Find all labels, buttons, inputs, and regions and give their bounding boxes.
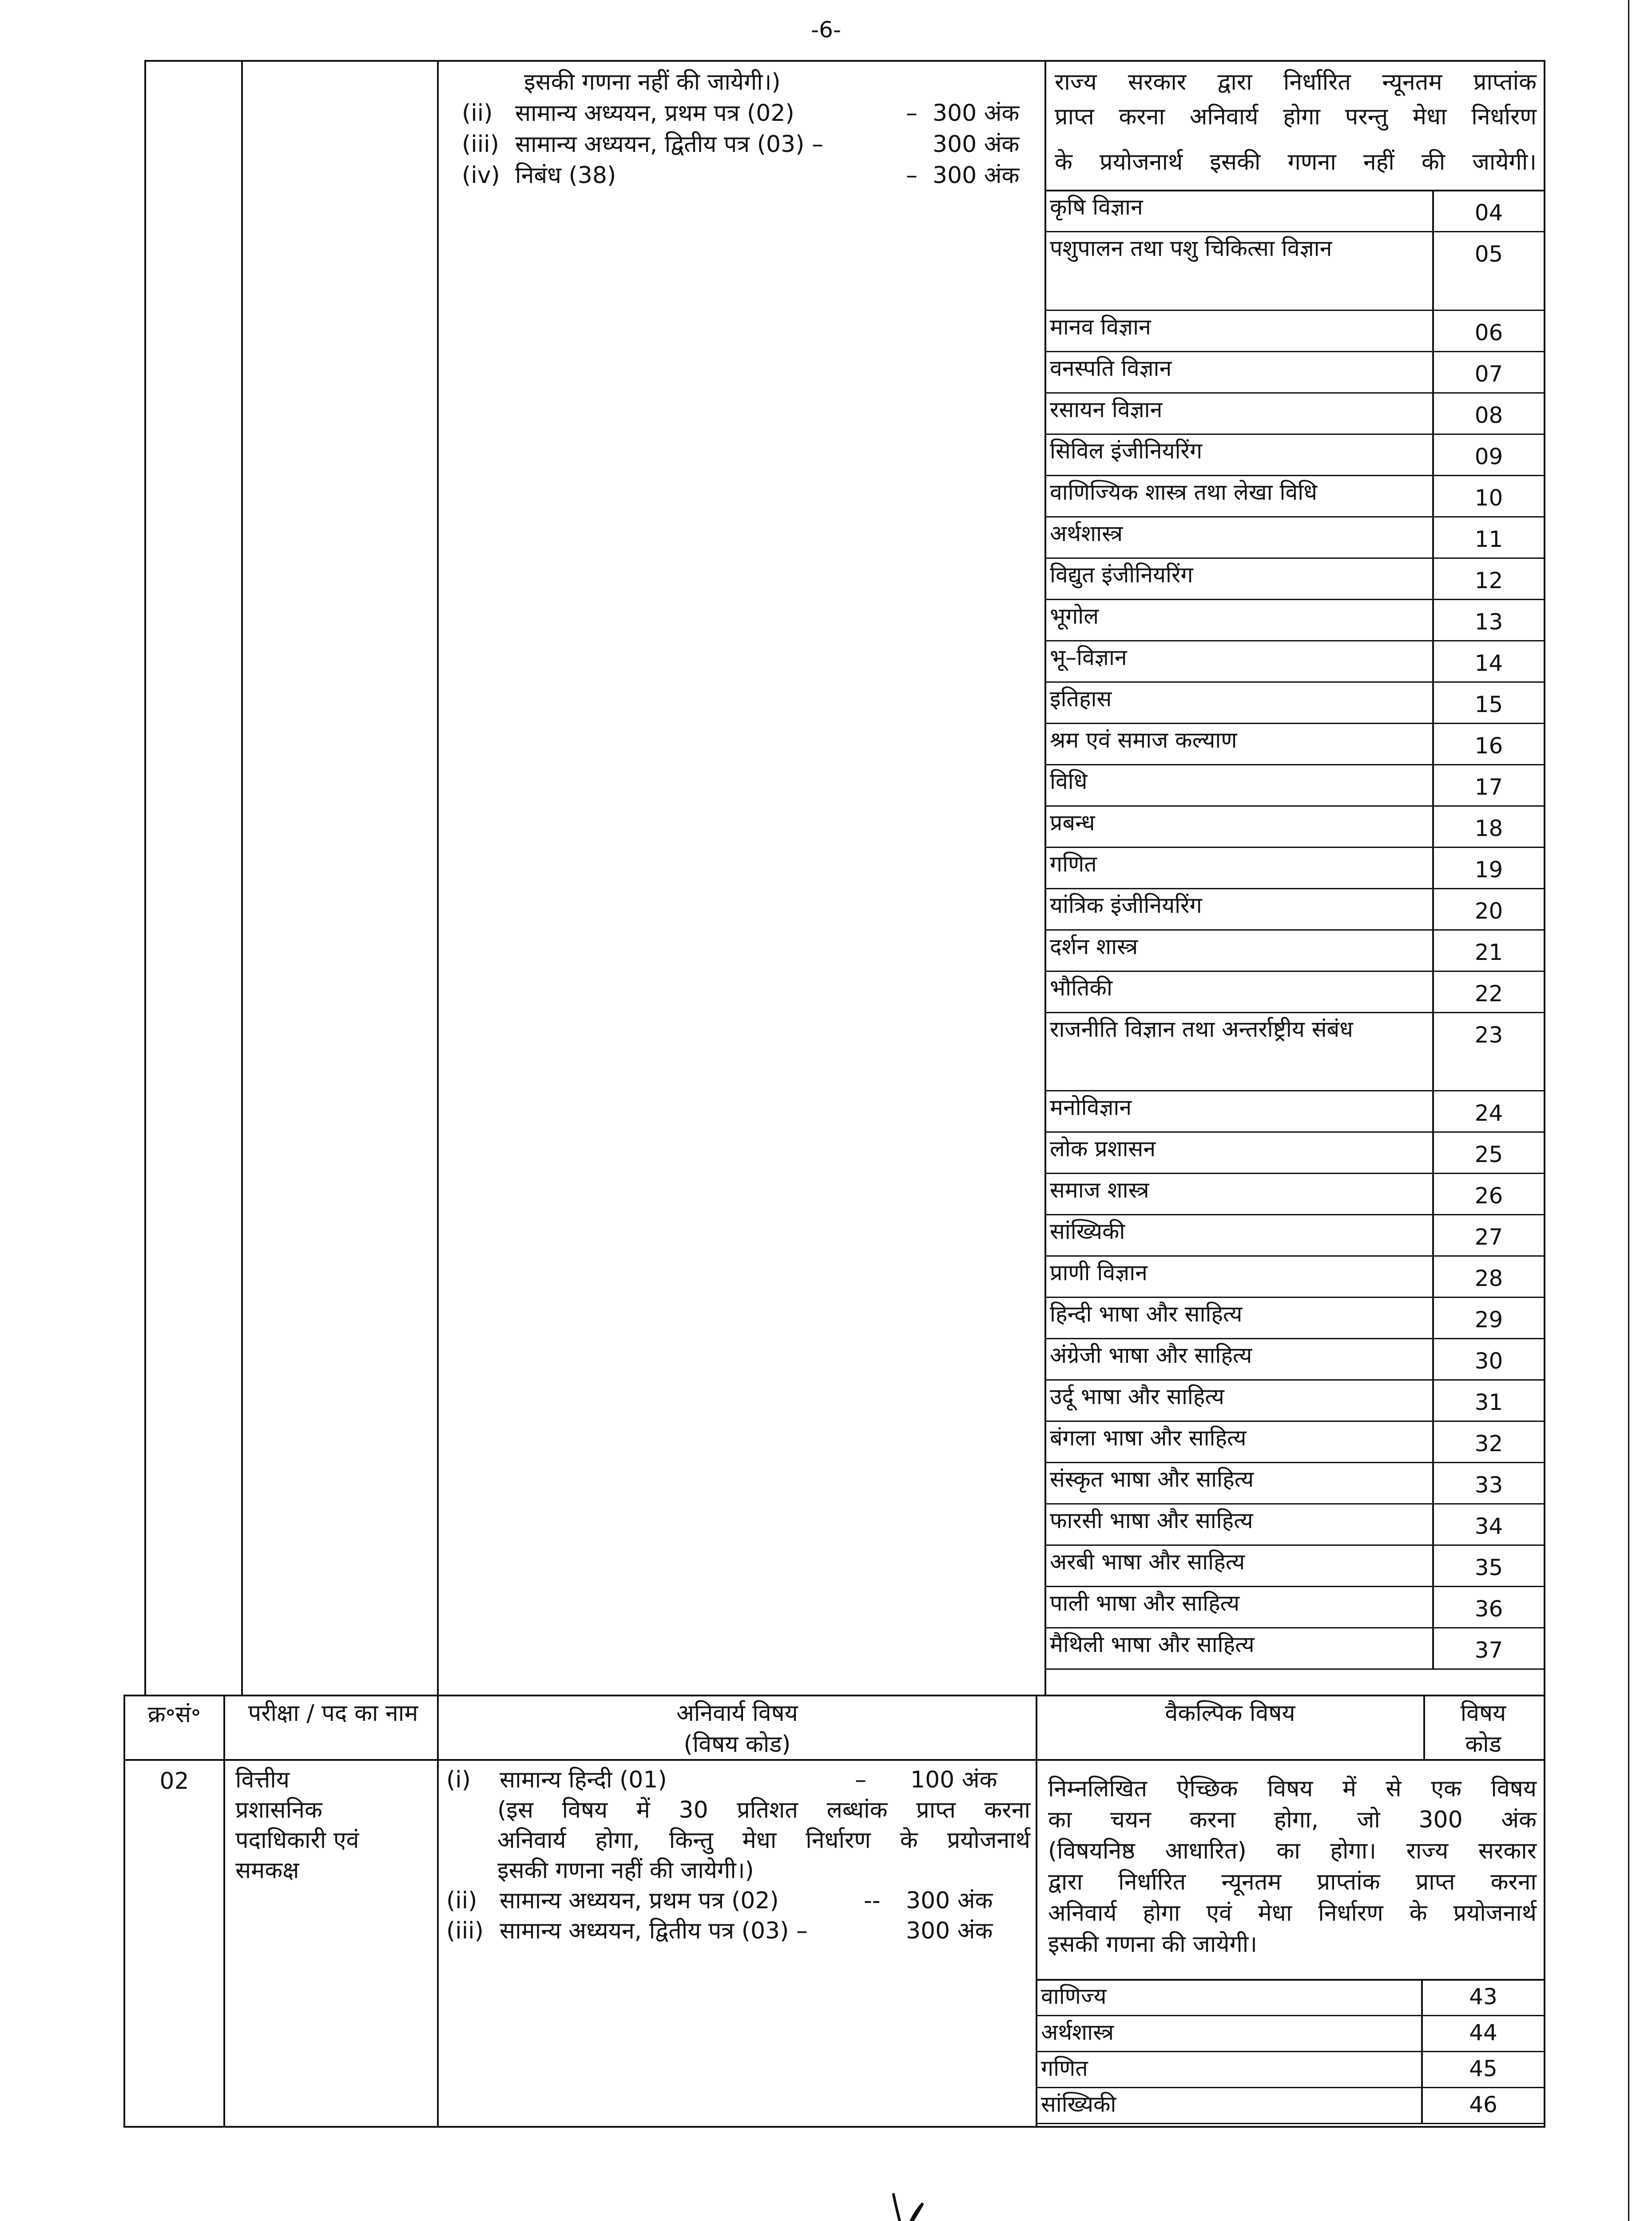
grid-line [1044,310,1545,311]
subject-code: 10 [1474,485,1503,511]
grid-line [1044,392,1545,394]
subject-code: 31 [1474,1389,1503,1416]
subject-code: 05 [1474,241,1503,267]
subject-name: हिन्दी भाषा और साहित्य [1050,1301,1243,1327]
item-marks: 300 अंक [906,1918,993,1944]
subject-name: उर्दू भाषा और साहित्य [1050,1384,1224,1410]
note-line: प्राप्त करना अनिवार्य होगा परन्तु मेधा निर्धारण [1055,103,1537,130]
subject-name: सिविल इंजीनियरिंग [1050,438,1203,464]
item-number: (i) [446,1767,471,1793]
grid-line [1044,1338,1545,1339]
subject-code: 35 [1474,1555,1503,1581]
subject-code: 17 [1474,774,1503,800]
page-number: -6- [811,17,841,43]
grid-line [1044,805,1545,807]
subject-name: वाणिज्य [1041,1983,1107,2009]
grid-line [1044,1214,1545,1215]
grid-line [1044,640,1545,641]
subject-name: समाज शास्त्र [1050,1177,1149,1203]
subject-name: रसायन विज्ञान [1050,396,1163,422]
subject-code: 28 [1474,1266,1503,1292]
grid-line [1044,1131,1545,1133]
grid-divider [1432,190,1434,1668]
item-marks: 300 अंक [933,162,1020,189]
item-marks: 300 अंक [933,131,1020,158]
grid-line [1044,1421,1545,1422]
subject-name: मैथिली भाषा और साहित्य [1050,1632,1255,1658]
header-exam-post: परीक्षा / पद का नाम [248,1700,418,1727]
grid-line [1044,764,1545,765]
mandatory-item [446,1885,1032,1916]
grid-line [1044,681,1545,683]
mandatory-note-line: इसकी गणना नहीं की जायेगी।) [497,1857,754,1884]
subject-name: संस्कृत भाषा और साहित्य [1050,1466,1254,1493]
subject-code: 26 [1474,1183,1503,1209]
subject-code: 06 [1474,319,1503,346]
item-text: निबंध (38) [515,162,616,189]
subject-name: मनोविज्ञान [1050,1095,1132,1121]
subject-name: श्रम एवं समाज कल्याण [1050,727,1237,753]
header-optional: वैकल्पिक विषय [1165,1700,1295,1727]
item-text: सामान्य हिन्दी (01) [500,1767,667,1793]
subject-name: पशुपालन तथा पशु चिकित्सा विज्ञान [1050,235,1332,261]
grid-line [1044,1668,1545,1670]
subject-code: 27 [1474,1224,1503,1250]
subject-name: सांख्यिकी [1050,1218,1125,1245]
subject-name: भूगोल [1050,603,1099,629]
grid-line [1044,351,1545,352]
header-subject-code: विषय कोड [1460,1700,1506,1758]
item-text: सामान्य अध्ययन, प्रथम पत्र (02) [515,100,794,127]
grid-line [1044,1586,1545,1587]
subject-code: 25 [1474,1142,1503,1168]
subject-name: भू–विज्ञान [1050,644,1127,670]
subject-code: 07 [1474,361,1503,387]
grid-line [1044,1379,1545,1381]
subject-name: पाली भाषा और साहित्य [1050,1590,1240,1616]
subject-code: 24 [1474,1100,1503,1126]
subject-code: 29 [1474,1307,1503,1333]
item-number: (ii) [446,1887,477,1914]
subject-code: 09 [1474,443,1503,470]
mandatory-item [462,129,1039,160]
header-mandatory: अनिवार्य विषय [676,1700,798,1727]
subject-name: फारसी भाषा और साहित्य [1050,1508,1253,1534]
subject-code: 44 [1469,2020,1497,2046]
subject-code: 30 [1474,1348,1503,1374]
item-dash: – [855,1767,866,1793]
item-number: (iv) [462,162,500,189]
item-dash: – [906,100,917,127]
subject-name: वाणिज्यिक शास्त्र तथा लेखा विधि [1050,479,1317,505]
subject-code: 36 [1474,1596,1503,1622]
subject-code: 13 [1474,609,1503,635]
item-marks: 100 अंक [910,1767,997,1793]
grid-line [1044,971,1545,972]
mandatory-item [446,1764,1032,1795]
subject-name: मानव विज्ञान [1050,314,1151,340]
subject-name: भौतिकी [1050,975,1112,1001]
grid-line [1044,475,1545,476]
subject-code: 45 [1469,2056,1497,2082]
item-number: (ii) [462,100,493,127]
grid-line [1044,888,1545,889]
subject-name: लोक प्रशासन [1050,1136,1156,1162]
grid-line [1044,847,1545,848]
item-text: सामान्य अध्ययन, प्रथम पत्र (02) [500,1887,779,1914]
subject-code: 34 [1474,1513,1503,1540]
subject-code: 18 [1474,815,1503,841]
subject-name: गणित [1050,851,1097,877]
subject-name: अर्थशास्त्र [1050,520,1123,546]
item-dash: -- [864,1887,881,1914]
grid-line [1044,1627,1545,1628]
subject-name: प्राणी विज्ञान [1050,1260,1148,1286]
subject-name: विद्युत इंजीनियरिंग [1050,561,1193,588]
note-line: राज्य सरकार द्वारा निर्धारित न्यूनतम प्राप्तांक [1055,69,1537,96]
subject-name: अंग्रेजी भाषा और साहित्य [1050,1342,1252,1369]
item-marks: 300 अंक [933,100,1020,127]
subject-code: 16 [1474,732,1503,759]
subject-code: 21 [1474,939,1503,965]
grid-line [1044,231,1545,232]
note-line: के प्रयोजनार्थ इसकी गणना नहीं की जायेगी। [1055,149,1537,175]
grid-line [1044,599,1545,600]
grid-line [1044,1173,1545,1174]
subject-code: 12 [1474,567,1503,593]
subject-name: सांख्यिकी [1041,2091,1116,2117]
item-marks: 300 अंक [906,1887,993,1914]
subject-name: विधि [1050,768,1088,794]
subject-name: राजनीति विज्ञान तथा अन्तर्राष्ट्रीय संबंध [1050,1016,1353,1042]
mandatory-item [462,160,1039,191]
grid-line [1044,929,1545,931]
subject-code: 14 [1474,650,1503,676]
subject-name: अर्थशास्त्र [1041,2019,1114,2045]
signature-mark [884,2190,933,2221]
header-mandatory-sub: (विषय कोड) [683,1731,791,1758]
subject-name: अरबी भाषा और साहित्य [1050,1549,1245,1575]
subject-code: 22 [1474,980,1503,1007]
subject-name: प्रबन्ध [1050,809,1095,836]
subject-code: 23 [1474,1022,1503,1048]
mandatory-item [462,98,1039,129]
mandatory-note-line: (इस विषय में 30 प्रतिशत लब्धांक प्राप्त करना [497,1797,1030,1823]
item-dash: – [906,162,917,189]
item-number: (iii) [446,1918,484,1944]
mandatory-note-line: अनिवार्य होगा, किन्तु मेधा निर्धारण के प्रयोजनार्थ [497,1827,1030,1854]
grid-line [1044,1297,1545,1298]
grid-line [1044,1462,1545,1463]
row-serial: 02 [159,1768,189,1795]
subject-code: 37 [1474,1637,1503,1664]
mandatory-item [446,1915,1032,1946]
subject-name: कृषि विज्ञान [1050,194,1143,220]
grid-line [1044,1012,1545,1013]
subject-name: दर्शन शास्त्र [1050,933,1138,959]
grid-line [1044,516,1545,517]
item-number: (iii) [462,131,499,158]
subject-name: बंगला भाषा और साहित्य [1050,1425,1247,1451]
grid-line [1044,1544,1545,1546]
subject-code: 43 [1469,1984,1497,2010]
mandatory-cont-line: इसकी गणना नहीं की जायेगी।) [524,69,781,96]
subject-code: 32 [1474,1431,1503,1457]
subject-name: वनस्पति विज्ञान [1050,355,1172,381]
scan-edge [1628,0,1629,2221]
subject-code: 04 [1474,200,1503,226]
subject-code: 11 [1474,526,1503,552]
grid-divider [1421,1979,1423,2123]
grid-line [1044,1503,1545,1505]
grid-line [1044,1255,1545,1257]
subject-name: गणित [1041,2055,1088,2081]
item-text: सामान्य अध्ययन, द्वितीय पत्र (03) – [515,131,823,158]
subject-code: 15 [1474,691,1503,717]
subject-name: यांत्रिक इंजीनियरिंग [1050,892,1202,918]
grid-line [1044,723,1545,724]
grid-line [1044,557,1545,559]
subject-code: 08 [1474,402,1503,428]
grid-line [1036,2123,1545,2124]
subject-name: इतिहास [1050,685,1112,712]
subject-code: 33 [1474,1472,1503,1498]
grid-line [1044,1090,1545,1091]
subject-code: 20 [1474,898,1503,924]
header-serial: क्र॰सं॰ [147,1701,201,1728]
item-text: सामान्य अध्ययन, द्वितीय पत्र (03) – [500,1918,808,1944]
subject-code: 46 [1469,2092,1497,2118]
grid-line [1044,434,1545,435]
subject-code: 19 [1474,856,1503,883]
